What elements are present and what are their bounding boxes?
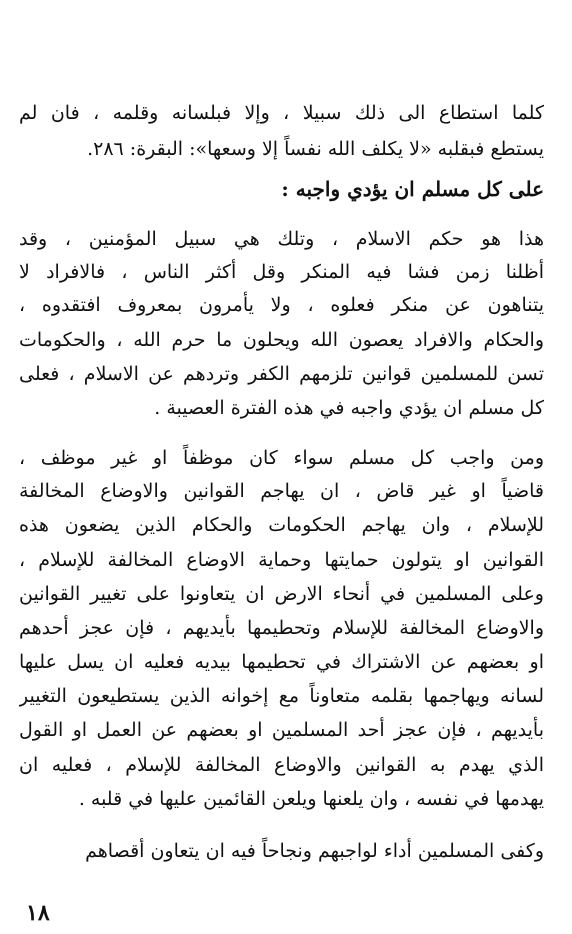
intro-line-1: كلما استطاع الى ذلك سبيلا ، وإلا فبلسانه وقلمه ، فان لم <box>19 102 544 124</box>
paragraph2-line-5: وعلى المسلمين في أنحاء الارض ان يتعاونوا على تغيير القوانين <box>19 583 544 605</box>
paragraph2-line-6: والاوضاع المخالفة للإسلام وتحطيمها بأيديهم ، فإن عجز أحدهم <box>19 617 544 639</box>
paragraph2-line-3: للإسلام ، وان يهاجم الحكومات والحكام الذين يضعون هذه <box>19 514 544 536</box>
paragraph2-line-8: لسانه ويهاجمها بقلمه متعاوناً مع إخوانه الذين يستطيعون التغيير <box>19 685 544 707</box>
paragraph2-line-11: يهدمها في نفسه ، وان يلعنها ويلعن القائمين عليها في قلبه . <box>78 788 544 810</box>
paragraph2-line-1: ومن واجب كل مسلم سواء كان موظفاً او غير موظف ، <box>19 447 544 469</box>
paragraph2-line-7: او بعضهم عن الاشتراك في تحطيمها بيديه فعليه ان يسل عليها <box>19 651 544 673</box>
paragraph1-line-2: أظلنا زمن فشا فيه المنكر وقل أكثر الناس ، فالافراد لا <box>19 261 544 283</box>
section-heading: على كل مسلم ان يؤدي واجبه : <box>281 177 544 201</box>
paragraph2-line-10: الذي يهدم به القوانين والاوضاع المخالفة للإسلام ، فعليه ان <box>19 754 544 776</box>
paragraph1-line-3: يتناهون عن منكر فعلوه ، ولا يأمرون بمعروف افتقدوه ، <box>19 294 544 316</box>
paragraph2-line-4: القوانين او يتولون حمايتها وحماية الاوضاع المخالفة للإسلام ، <box>19 549 544 571</box>
paragraph2-line-2: قاضياً او غير قاض ، ان يهاجم القوانين والاوضاع المخالفة <box>19 480 544 502</box>
paragraph3-line-1: وكفى المسلمين أداء لواجبهم ونجاحاً فيه ان يتعاون أقصاهم <box>85 840 544 862</box>
paragraph1-line-5: تسن للمسلمين قوانين تلزمهم الكفر وتردهم عن الاسلام ، فعلى <box>19 363 544 385</box>
page-number: ١٨ <box>26 900 50 926</box>
paragraph1-line-4: والحكام والافراد يعصون الله ويحلون ما حرم الله ، والحكومات <box>19 329 544 351</box>
paragraph1-line-6: كل مسلم ان يؤدي واجبه في هذه الفترة العصيبة . <box>154 397 544 419</box>
intro-line-2: يستطع فبقلبه «لا يكلف الله نفساً إلا وسعها»: البقرة: ٢٨٦. <box>87 138 544 160</box>
paragraph1-line-1: هذا هو حكم الاسلام ، وتلك هي سبيل المؤمنين ، وقد <box>19 228 544 250</box>
paragraph2-line-9: بأيديهم ، فإن عجز أحد المسلمين او بعضهم عن العمل او القول <box>19 719 544 741</box>
